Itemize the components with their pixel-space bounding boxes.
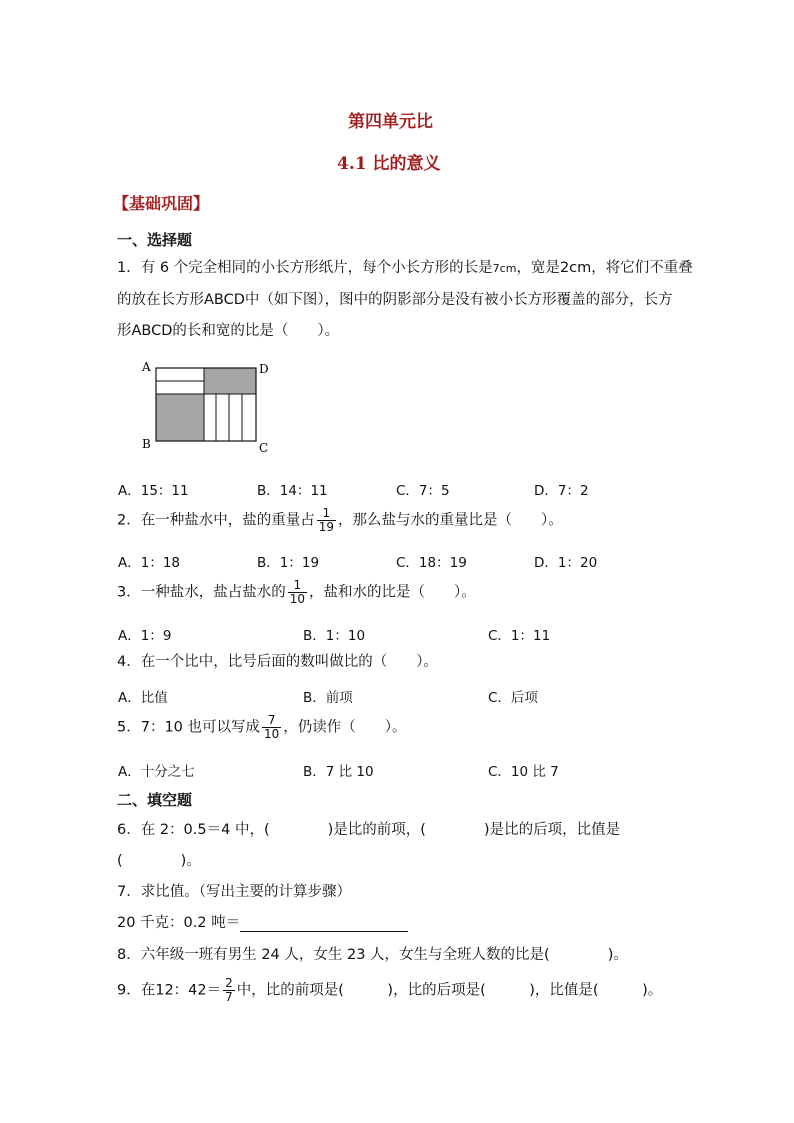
section-fill-heading: 二、填空题 [117,791,193,809]
q7-expression-text: 20 千克：0.2 吨＝ [117,915,241,931]
q2-fraction-numerator: 1 [317,507,336,521]
question-7-expression [117,914,408,932]
q1-option-a[interactable]: A．15：11 [118,483,189,499]
rectangle-figure-svg [138,358,273,458]
label-a: A [142,360,151,374]
question-6-line-2: ( )。 [117,853,201,869]
label-b: B [142,437,151,451]
q3-fraction-numerator: 1 [288,579,307,593]
q9-fraction [223,977,235,1004]
q1-width-value: 2cm [559,260,592,276]
q5-fraction-numerator: 7 [262,714,281,728]
q1-text-post: ，将它们不重叠 [591,260,693,276]
q9-text-post: 中，比的前项是( )，比的后项是( )，比值是( )。 [236,982,663,999]
shaded-region-top-right [204,368,256,394]
q3-fraction-denominator: 10 [289,592,306,606]
q4-option-a[interactable]: A．比值 [118,690,168,706]
q3-option-c[interactable]: C．1：11 [488,628,551,644]
q2-fraction-denominator: 19 [318,520,335,534]
question-4: 4．在一个比中，比号后面的数叫做比的（ ）。 [117,654,438,670]
question-7: 7．求比值。（写出主要的计算步骤） [117,884,351,900]
q2-text-pre: 2．在一种盐水中，盐的重量占 [117,512,315,529]
question-1-line-2: 的放在长方形ABCD中（如下图），图中的阴影部分是没有被小长方形覆盖的部分，长方 [117,292,673,308]
q1-text-mid: ，宽是 [516,260,560,276]
shaded-region-bottom-left [156,394,204,441]
q5-option-b[interactable]: B．7 比 10 [303,764,374,780]
q3-text-post: ，盐和水的比是（ ）。 [309,584,476,601]
q1-option-d[interactable]: D．7：2 [534,483,589,499]
question-3 [117,579,476,606]
q2-option-c[interactable]: C．18：19 [396,555,467,571]
q5-fraction-denominator: 10 [264,727,280,741]
q3-option-a[interactable]: A．1：9 [118,628,172,644]
lesson-title: 4.1 比的意义 [337,154,441,174]
q5-option-a[interactable]: A．十分之七 [118,764,195,780]
question-6: 6．在 2：0.5＝4 中，( )是比的前项，( )是比的后项，比值是 [117,822,621,838]
question-2 [117,507,563,534]
q2-fraction [317,507,336,534]
q1-option-c[interactable]: C．7：5 [396,483,450,499]
q9-fraction-numerator: 2 [225,976,233,990]
question-1 [117,259,693,278]
q5-fraction [262,714,281,741]
q2-option-b[interactable]: B．1：19 [257,555,320,571]
q4-option-b[interactable]: B．前项 [303,690,353,706]
q1-text-pre: 1．有 6 个完全相同的小长方形纸片，每个小长方形的长是 [117,260,493,276]
rectangle-figure [138,358,273,458]
foundation-label: 【基础巩固】 [113,194,210,213]
q5-text-pre: 5．7：10 也可以写成 [117,719,261,736]
q4-option-c[interactable]: C．后项 [488,690,538,706]
q2-option-a[interactable]: A．1：18 [118,555,181,571]
q5-text-post: ，仍读作（ ）。 [283,719,407,736]
q1-option-b[interactable]: B．14：11 [257,483,328,499]
q9-fraction-denominator: 7 [225,990,233,1004]
q9-text-pre: 9．在12：42＝ [117,982,222,999]
question-5 [117,714,407,741]
q1-length-value: 7cm [492,262,517,275]
unit-title: 第四单元比 [348,112,433,132]
q2-text-post: ，那么盐与水的重量比是（ ）。 [338,512,563,529]
question-8: 8．六年级一班有男生 24 人，女生 23 人，女生与全班人数的比是( )。 [117,947,628,963]
label-d: D [259,362,269,376]
q3-option-b[interactable]: B．1：10 [303,628,366,644]
q3-text-pre: 3．一种盐水，盐占盐水的 [117,584,286,601]
label-c: C [259,441,269,455]
q2-option-d[interactable]: D．1：20 [534,555,598,571]
q7-answer-line[interactable] [240,917,408,932]
section-choice-heading: 一、选择题 [117,231,193,249]
question-1-line-3: 形ABCD的长和宽的比是（ ）。 [117,323,340,339]
question-9 [117,977,662,1004]
q5-option-c[interactable]: C．10 比 7 [488,764,559,780]
q3-fraction [288,579,307,606]
